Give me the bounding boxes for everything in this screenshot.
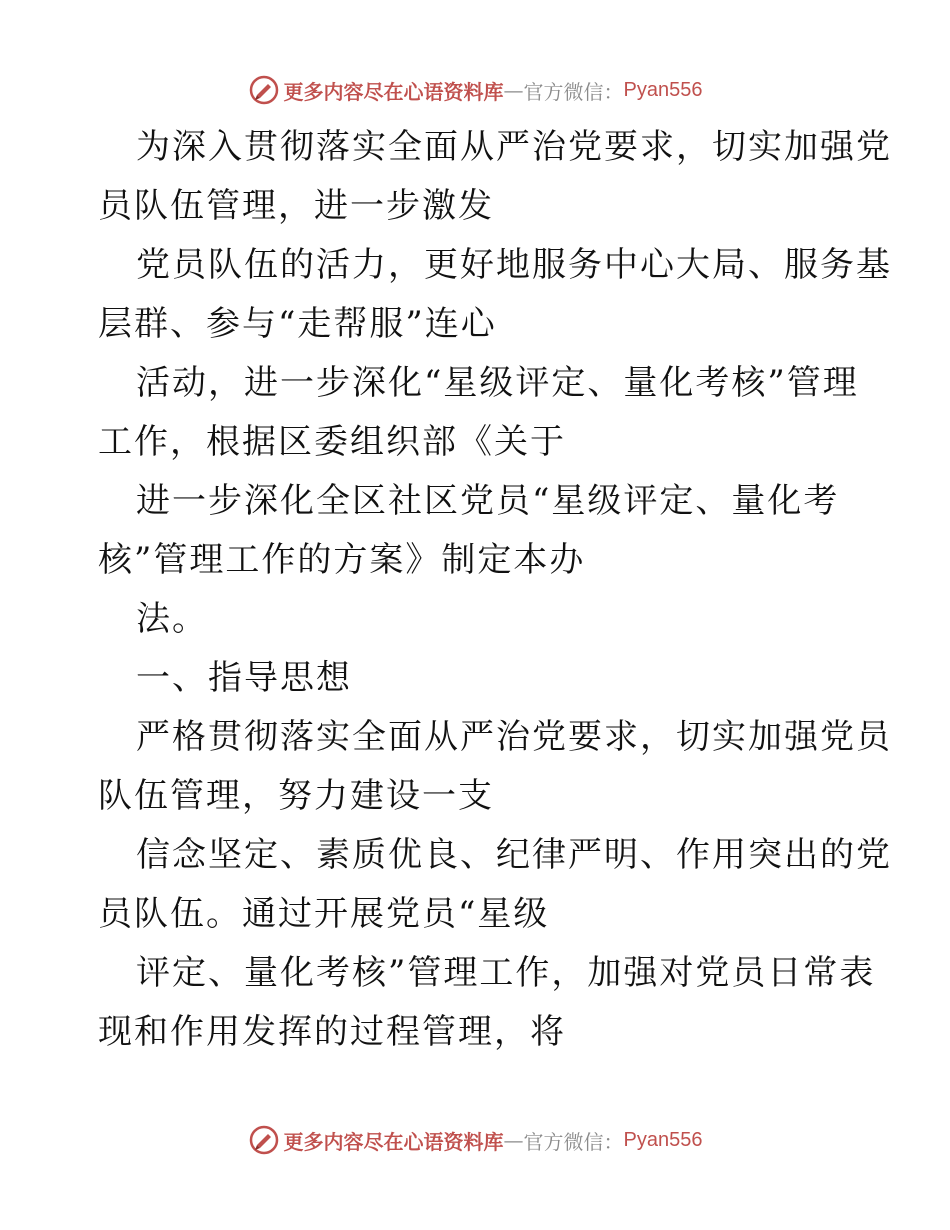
watermark-id: Pyan556 [623, 1128, 703, 1151]
text-line: 严格贯彻落实全面从严治党要求，切实加强党员 [136, 717, 892, 757]
text-line: 法。 [136, 599, 208, 639]
header-watermark [0, 72, 950, 108]
watermark-id: Pyan556 [623, 78, 703, 101]
section-heading: 一、指导思想 [136, 658, 352, 698]
text-line: 为深入贯彻落实全面从严治党要求，切实加强党 [136, 127, 892, 167]
footer-watermark [0, 1122, 950, 1158]
text-line: 现和作用发挥的过程管理，将 [98, 1012, 566, 1052]
watermark-brand: 更多内容尽在心语资料库 [283, 79, 504, 104]
text-line: 活动，进一步深化“星级评定、量化考核”管理 [136, 363, 859, 403]
text-line: 核”管理工作的方案》制定本办 [98, 540, 586, 580]
text-line: 员队伍管理，进一步激发 [98, 186, 494, 226]
text-line: 队伍管理，努力建设一支 [98, 776, 494, 816]
watermark-separator: — [503, 1128, 524, 1152]
text-line: 信念坚定、素质优良、纪律严明、作用突出的党 [136, 835, 892, 875]
watermark-label: 官方微信： [523, 1129, 624, 1154]
text-line: 进一步深化全区社区党员“星级评定、量化考 [136, 481, 840, 521]
watermark-separator: — [503, 78, 524, 102]
watermark-brand: 更多内容尽在心语资料库 [283, 1129, 504, 1154]
pen-logo-icon [248, 74, 280, 106]
watermark-label: 官方微信： [523, 79, 624, 104]
text-line: 评定、量化考核”管理工作，加强对党员日常表 [136, 953, 876, 993]
text-line: 党员队伍的活力，更好地服务中心大局、服务基 [136, 245, 892, 285]
text-line: 员队伍。通过开展党员“星级 [98, 894, 550, 934]
pen-logo-icon [248, 1124, 280, 1156]
text-line: 层群、参与“走帮服”连心 [98, 304, 497, 344]
text-line: 工作，根据区委组织部《关于 [98, 422, 566, 462]
